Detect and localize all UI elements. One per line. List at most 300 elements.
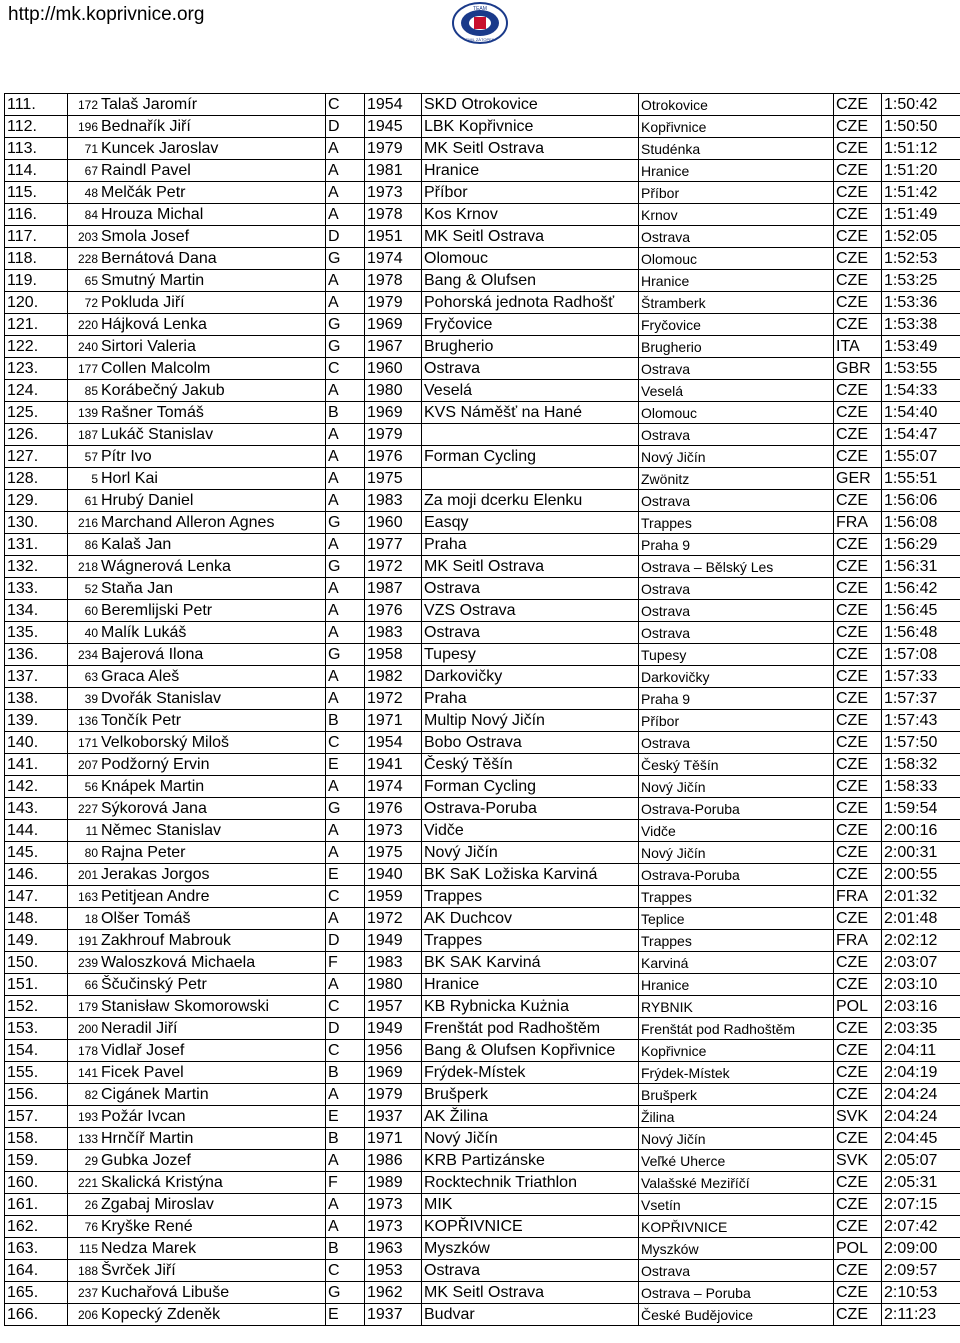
- club-cell: Kos Krnov: [422, 204, 639, 226]
- table-row: [5, 292, 960, 314]
- name-cell: Sýkorová Jana: [100, 798, 326, 820]
- club-cell: MK Seitl Ostrava: [422, 1282, 639, 1304]
- club-cell: Ostrava-Poruba: [422, 798, 639, 820]
- year-cell: 1940: [365, 864, 422, 886]
- city-cell: Vidče: [639, 820, 834, 842]
- rank-cell: 139.: [5, 710, 68, 732]
- bib-cell: 171: [68, 732, 101, 754]
- city-cell: Krnov: [639, 204, 834, 226]
- year-cell: 1941: [365, 754, 422, 776]
- rank-cell: 151.: [5, 974, 68, 996]
- year-cell: 1980: [365, 974, 422, 996]
- name-cell: Knápek Martin: [100, 776, 326, 798]
- table-row: [5, 1172, 960, 1194]
- time-cell: 1:52:05: [882, 226, 960, 248]
- name-cell: Wágnerová Lenka: [100, 556, 326, 578]
- name-cell: Požár Ivcan: [100, 1106, 326, 1128]
- rank-cell: 145.: [5, 842, 68, 864]
- city-cell: Valašské Meziříčí: [639, 1172, 834, 1194]
- name-cell: Zgabaj Miroslav: [100, 1194, 326, 1216]
- name-cell: Švrček Jiří: [100, 1260, 326, 1282]
- table-row: [5, 336, 960, 358]
- bib-cell: 11: [68, 820, 101, 842]
- bib-cell: 191: [68, 930, 101, 952]
- nationality-cell: CZE: [834, 424, 882, 446]
- club-cell: Frenštát pod Radhoštěm: [422, 1018, 639, 1040]
- category-cell: B: [326, 1062, 365, 1084]
- time-cell: 1:51:20: [882, 160, 960, 182]
- club-cell: Brušperk: [422, 1084, 639, 1106]
- time-cell: 2:09:57: [882, 1260, 960, 1282]
- team-emil-zatopek-logo: [452, 2, 508, 44]
- time-cell: 2:11:23: [882, 1304, 960, 1326]
- rank-cell: 127.: [5, 446, 68, 468]
- city-cell: Karviná: [639, 952, 834, 974]
- table-row: [5, 446, 960, 468]
- category-cell: A: [326, 468, 365, 490]
- club-cell: Budvar: [422, 1304, 639, 1326]
- club-cell: Praha: [422, 534, 639, 556]
- city-cell: Frenštát pod Radhoštěm: [639, 1018, 834, 1040]
- year-cell: 1967: [365, 336, 422, 358]
- club-cell: Ostrava: [422, 622, 639, 644]
- category-cell: A: [326, 776, 365, 798]
- city-cell: Ostrava – Bělský Les: [639, 556, 834, 578]
- rank-cell: 138.: [5, 688, 68, 710]
- name-cell: Smutný Martin: [100, 270, 326, 292]
- table-row: [5, 1106, 960, 1128]
- bib-cell: 216: [68, 512, 101, 534]
- table-row: [5, 556, 960, 578]
- club-cell: Vidče: [422, 820, 639, 842]
- table-row: [5, 380, 960, 402]
- table-row: [5, 952, 960, 974]
- rank-cell: 153.: [5, 1018, 68, 1040]
- rank-cell: 162.: [5, 1216, 68, 1238]
- city-cell: Kopřivnice: [639, 116, 834, 138]
- year-cell: 1987: [365, 578, 422, 600]
- city-cell: Český Těšín: [639, 754, 834, 776]
- year-cell: 1962: [365, 1282, 422, 1304]
- year-cell: 1983: [365, 490, 422, 512]
- name-cell: Waloszková Michaela: [100, 952, 326, 974]
- year-cell: 1945: [365, 116, 422, 138]
- nationality-cell: FRA: [834, 886, 882, 908]
- name-cell: Collen Malcolm: [100, 358, 326, 380]
- category-cell: C: [326, 732, 365, 754]
- time-cell: 1:57:08: [882, 644, 960, 666]
- time-cell: 1:51:49: [882, 204, 960, 226]
- city-cell: Ostrava: [639, 622, 834, 644]
- time-cell: 1:52:53: [882, 248, 960, 270]
- bib-cell: 80: [68, 842, 101, 864]
- bib-cell: 139: [68, 402, 101, 424]
- nationality-cell: CZE: [834, 182, 882, 204]
- nationality-cell: CZE: [834, 578, 882, 600]
- year-cell: 1959: [365, 886, 422, 908]
- bib-cell: 65: [68, 270, 101, 292]
- rank-cell: 118.: [5, 248, 68, 270]
- city-cell: Ostrava: [639, 226, 834, 248]
- rank-cell: 163.: [5, 1238, 68, 1260]
- category-cell: A: [326, 1216, 365, 1238]
- category-cell: A: [326, 534, 365, 556]
- category-cell: D: [326, 930, 365, 952]
- bib-cell: 221: [68, 1172, 101, 1194]
- category-cell: A: [326, 424, 365, 446]
- name-cell: Nedza Marek: [100, 1238, 326, 1260]
- nationality-cell: CZE: [834, 160, 882, 182]
- rank-cell: 128.: [5, 468, 68, 490]
- time-cell: 1:50:42: [882, 94, 960, 116]
- city-cell: Brugherio: [639, 336, 834, 358]
- club-cell: Rocktechnik Triathlon: [422, 1172, 639, 1194]
- city-cell: Ostrava: [639, 424, 834, 446]
- year-cell: 1975: [365, 842, 422, 864]
- name-cell: Ščučinský Petr: [100, 974, 326, 996]
- time-cell: 2:00:31: [882, 842, 960, 864]
- name-cell: Beremlijski Petr: [100, 600, 326, 622]
- time-cell: 1:55:51: [882, 468, 960, 490]
- club-cell: Tupesy: [422, 644, 639, 666]
- time-cell: 2:04:24: [882, 1084, 960, 1106]
- nationality-cell: POL: [834, 996, 882, 1018]
- year-cell: 1980: [365, 380, 422, 402]
- city-cell: Ostrava-Poruba: [639, 798, 834, 820]
- city-cell: Trappes: [639, 886, 834, 908]
- name-cell: Marchand Alleron Agnes: [100, 512, 326, 534]
- name-cell: Olšer Tomáš: [100, 908, 326, 930]
- category-cell: A: [326, 446, 365, 468]
- rank-cell: 142.: [5, 776, 68, 798]
- time-cell: 2:05:31: [882, 1172, 960, 1194]
- rank-cell: 136.: [5, 644, 68, 666]
- year-cell: 1983: [365, 952, 422, 974]
- rank-cell: 159.: [5, 1150, 68, 1172]
- city-cell: Ostrava: [639, 578, 834, 600]
- nationality-cell: CZE: [834, 974, 882, 996]
- time-cell: 2:04:19: [882, 1062, 960, 1084]
- city-cell: Praha 9: [639, 688, 834, 710]
- results-table: [4, 93, 960, 1326]
- nationality-cell: CZE: [834, 1172, 882, 1194]
- nationality-cell: CZE: [834, 314, 882, 336]
- name-cell: Rašner Tomáš: [100, 402, 326, 424]
- club-cell: Nový Jičín: [422, 842, 639, 864]
- rank-cell: 114.: [5, 160, 68, 182]
- table-row: [5, 94, 960, 116]
- category-cell: C: [326, 996, 365, 1018]
- time-cell: 1:50:50: [882, 116, 960, 138]
- club-cell: Darkovičky: [422, 666, 639, 688]
- category-cell: B: [326, 402, 365, 424]
- bib-cell: 60: [68, 600, 101, 622]
- year-cell: 1978: [365, 270, 422, 292]
- rank-cell: 119.: [5, 270, 68, 292]
- nationality-cell: CZE: [834, 138, 882, 160]
- table-row: [5, 644, 960, 666]
- name-cell: Hrouza Michal: [100, 204, 326, 226]
- bib-cell: 39: [68, 688, 101, 710]
- club-cell: Ostrava: [422, 358, 639, 380]
- time-cell: 2:10:53: [882, 1282, 960, 1304]
- nationality-cell: CZE: [834, 622, 882, 644]
- category-cell: B: [326, 710, 365, 732]
- nationality-cell: CZE: [834, 534, 882, 556]
- bib-cell: 52: [68, 578, 101, 600]
- rank-cell: 133.: [5, 578, 68, 600]
- category-cell: A: [326, 1150, 365, 1172]
- table-row: [5, 578, 960, 600]
- bib-cell: 61: [68, 490, 101, 512]
- year-cell: 1951: [365, 226, 422, 248]
- club-cell: Příbor: [422, 182, 639, 204]
- category-cell: C: [326, 1260, 365, 1282]
- time-cell: 2:07:15: [882, 1194, 960, 1216]
- bib-cell: 66: [68, 974, 101, 996]
- club-cell: Frýdek-Místek: [422, 1062, 639, 1084]
- nationality-cell: SVK: [834, 1150, 882, 1172]
- club-cell: VZS Ostrava: [422, 600, 639, 622]
- year-cell: 1969: [365, 1062, 422, 1084]
- club-cell: Pohorská jednota Radhošť: [422, 292, 639, 314]
- bib-cell: 240: [68, 336, 101, 358]
- time-cell: 1:56:06: [882, 490, 960, 512]
- rank-cell: 123.: [5, 358, 68, 380]
- bib-cell: 227: [68, 798, 101, 820]
- year-cell: 1949: [365, 930, 422, 952]
- table-row: [5, 1282, 960, 1304]
- club-cell: SKD Otrokovice: [422, 94, 639, 116]
- rank-cell: 131.: [5, 534, 68, 556]
- bib-cell: 86: [68, 534, 101, 556]
- year-cell: 1969: [365, 314, 422, 336]
- category-cell: D: [326, 226, 365, 248]
- bib-cell: 5: [68, 468, 101, 490]
- name-cell: Kalaš Jan: [100, 534, 326, 556]
- city-cell: Fryčovice: [639, 314, 834, 336]
- rank-cell: 124.: [5, 380, 68, 402]
- club-cell: Easqy: [422, 512, 639, 534]
- nationality-cell: CZE: [834, 1260, 882, 1282]
- city-cell: Ostrava – Poruba: [639, 1282, 834, 1304]
- year-cell: 1973: [365, 1216, 422, 1238]
- year-cell: 1979: [365, 292, 422, 314]
- nationality-cell: CZE: [834, 226, 882, 248]
- table-row: [5, 314, 960, 336]
- club-cell: Fryčovice: [422, 314, 639, 336]
- city-cell: Ostrava: [639, 600, 834, 622]
- category-cell: G: [326, 314, 365, 336]
- bib-cell: 63: [68, 666, 101, 688]
- nationality-cell: CZE: [834, 952, 882, 974]
- category-cell: C: [326, 1040, 365, 1062]
- nationality-cell: CZE: [834, 490, 882, 512]
- svg-text:EMIL ZÁTOPEK: EMIL ZÁTOPEK: [465, 37, 495, 42]
- time-cell: 1:56:31: [882, 556, 960, 578]
- name-cell: Skalická Kristýna: [100, 1172, 326, 1194]
- category-cell: E: [326, 754, 365, 776]
- nationality-cell: CZE: [834, 1194, 882, 1216]
- time-cell: 1:58:32: [882, 754, 960, 776]
- club-cell: Bang & Olufsen: [422, 270, 639, 292]
- name-cell: Cigánek Martin: [100, 1084, 326, 1106]
- year-cell: 1949: [365, 1018, 422, 1040]
- club-cell: Nový Jičín: [422, 1128, 639, 1150]
- club-cell: Veselá: [422, 380, 639, 402]
- rank-cell: 137.: [5, 666, 68, 688]
- nationality-cell: CZE: [834, 204, 882, 226]
- table-row: [5, 1304, 960, 1326]
- name-cell: Smola Josef: [100, 226, 326, 248]
- table-row: [5, 402, 960, 424]
- table-row: [5, 930, 960, 952]
- rank-cell: 161.: [5, 1194, 68, 1216]
- name-cell: Stanisław Skomorowski: [100, 996, 326, 1018]
- name-cell: Bednařík Jiří: [100, 116, 326, 138]
- time-cell: 2:04:11: [882, 1040, 960, 1062]
- category-cell: G: [326, 248, 365, 270]
- time-cell: 2:00:55: [882, 864, 960, 886]
- nationality-cell: CZE: [834, 798, 882, 820]
- year-cell: 1981: [365, 160, 422, 182]
- rank-cell: 140.: [5, 732, 68, 754]
- name-cell: Graca Aleš: [100, 666, 326, 688]
- category-cell: G: [326, 644, 365, 666]
- nationality-cell: CZE: [834, 402, 882, 424]
- table-row: [5, 138, 960, 160]
- city-cell: Otrokovice: [639, 94, 834, 116]
- club-cell: Forman Cycling: [422, 776, 639, 798]
- year-cell: 1973: [365, 182, 422, 204]
- bib-cell: 239: [68, 952, 101, 974]
- bib-cell: 133: [68, 1128, 101, 1150]
- club-cell: [422, 424, 639, 446]
- club-cell: Brugherio: [422, 336, 639, 358]
- year-cell: 1972: [365, 688, 422, 710]
- city-cell: Hranice: [639, 270, 834, 292]
- time-cell: 1:54:33: [882, 380, 960, 402]
- bib-cell: 163: [68, 886, 101, 908]
- nationality-cell: CZE: [834, 1062, 882, 1084]
- nationality-cell: GER: [834, 468, 882, 490]
- category-cell: A: [326, 578, 365, 600]
- city-cell: Nový Jičín: [639, 446, 834, 468]
- bib-cell: 206: [68, 1304, 101, 1326]
- category-cell: A: [326, 974, 365, 996]
- year-cell: 1953: [365, 1260, 422, 1282]
- year-cell: 1976: [365, 798, 422, 820]
- rank-cell: 112.: [5, 116, 68, 138]
- club-cell: KVS Náměšť na Hané: [422, 402, 639, 424]
- time-cell: 2:05:07: [882, 1150, 960, 1172]
- city-cell: Teplice: [639, 908, 834, 930]
- time-cell: 1:56:48: [882, 622, 960, 644]
- year-cell: 1954: [365, 732, 422, 754]
- bib-cell: 237: [68, 1282, 101, 1304]
- nationality-cell: CZE: [834, 908, 882, 930]
- club-cell: AK Žilina: [422, 1106, 639, 1128]
- time-cell: 2:07:42: [882, 1216, 960, 1238]
- nationality-cell: CZE: [834, 688, 882, 710]
- nationality-cell: CZE: [834, 842, 882, 864]
- bib-cell: 178: [68, 1040, 101, 1062]
- table-row: [5, 842, 960, 864]
- table-row: [5, 1128, 960, 1150]
- club-cell: Multip Nový Jičín: [422, 710, 639, 732]
- rank-cell: 164.: [5, 1260, 68, 1282]
- club-cell: KB Rybnicka Kużnia: [422, 996, 639, 1018]
- city-cell: Veľké Uherce: [639, 1150, 834, 1172]
- club-cell: Myszków: [422, 1238, 639, 1260]
- table-row: [5, 468, 960, 490]
- nationality-cell: CZE: [834, 556, 882, 578]
- category-cell: A: [326, 842, 365, 864]
- city-cell: Ostrava: [639, 358, 834, 380]
- rank-cell: 166.: [5, 1304, 68, 1326]
- name-cell: Pítr Ivo: [100, 446, 326, 468]
- category-cell: G: [326, 798, 365, 820]
- time-cell: 2:03:16: [882, 996, 960, 1018]
- year-cell: 1972: [365, 908, 422, 930]
- city-cell: Příbor: [639, 182, 834, 204]
- year-cell: 1986: [365, 1150, 422, 1172]
- bib-cell: 177: [68, 358, 101, 380]
- bib-cell: 203: [68, 226, 101, 248]
- name-cell: Melčák Petr: [100, 182, 326, 204]
- bib-cell: 71: [68, 138, 101, 160]
- club-cell: Za moji dcerku Elenku: [422, 490, 639, 512]
- club-cell: Hranice: [422, 974, 639, 996]
- table-row: [5, 1018, 960, 1040]
- category-cell: D: [326, 116, 365, 138]
- rank-cell: 111.: [5, 94, 68, 116]
- category-cell: A: [326, 688, 365, 710]
- table-row: [5, 512, 960, 534]
- name-cell: Malík Lukáš: [100, 622, 326, 644]
- bib-cell: 218: [68, 556, 101, 578]
- table-row: [5, 600, 960, 622]
- year-cell: 1958: [365, 644, 422, 666]
- year-cell: 1979: [365, 1084, 422, 1106]
- category-cell: E: [326, 1106, 365, 1128]
- category-cell: A: [326, 490, 365, 512]
- club-cell: AK Duchcov: [422, 908, 639, 930]
- name-cell: Korábečný Jakub: [100, 380, 326, 402]
- category-cell: A: [326, 160, 365, 182]
- time-cell: 1:56:45: [882, 600, 960, 622]
- nationality-cell: CZE: [834, 600, 882, 622]
- category-cell: A: [326, 380, 365, 402]
- city-cell: Nový Jičín: [639, 776, 834, 798]
- table-row: [5, 732, 960, 754]
- time-cell: 1:53:25: [882, 270, 960, 292]
- name-cell: Zakhrouf Mabrouk: [100, 930, 326, 952]
- rank-cell: 143.: [5, 798, 68, 820]
- rank-cell: 149.: [5, 930, 68, 952]
- city-cell: České Budějovice: [639, 1304, 834, 1326]
- bib-cell: 84: [68, 204, 101, 226]
- city-cell: Příbor: [639, 710, 834, 732]
- category-cell: C: [326, 358, 365, 380]
- city-cell: Ostrava: [639, 732, 834, 754]
- year-cell: 1969: [365, 402, 422, 424]
- city-cell: Studénka: [639, 138, 834, 160]
- bib-cell: 172: [68, 94, 101, 116]
- nationality-cell: CZE: [834, 1216, 882, 1238]
- city-cell: Kopřivnice: [639, 1040, 834, 1062]
- nationality-cell: CZE: [834, 754, 882, 776]
